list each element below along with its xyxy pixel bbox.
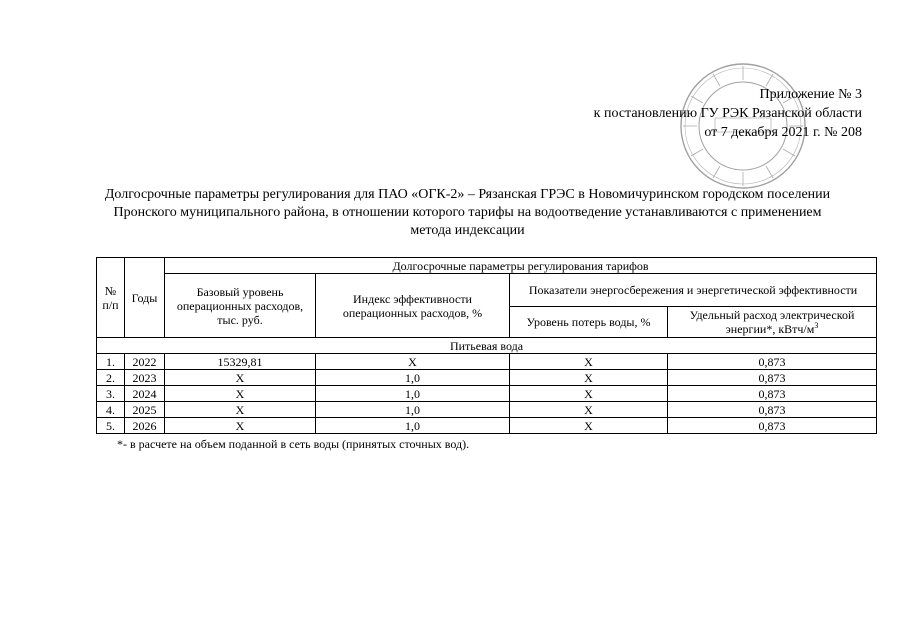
appendix-header xyxy=(594,85,862,142)
table-row xyxy=(97,354,877,370)
cell-loss: Х xyxy=(510,402,668,418)
cell-base: Х xyxy=(165,402,316,418)
cell-base: 15329,81 xyxy=(165,354,316,370)
header-group-energy: Показатели энергосбережения и энергетической эффективности xyxy=(510,274,877,307)
table-row xyxy=(97,370,877,386)
cell-year: 2024 xyxy=(125,386,165,402)
cell-base: Х xyxy=(165,386,316,402)
cell-number: 3. xyxy=(97,386,125,402)
table-row xyxy=(97,386,877,402)
appendix-resolution-ref: к постановлению ГУ РЭК Рязанской области xyxy=(593,106,862,121)
footnote: *- в расчете на объем поданной в сеть воды (принятых сточных вод). xyxy=(117,437,470,451)
table-row xyxy=(97,418,877,434)
cell-energy: 0,873 xyxy=(668,418,877,434)
cell-year: 2026 xyxy=(125,418,165,434)
appendix-number: Приложение № 3 xyxy=(759,87,862,102)
cell-number: 4. xyxy=(97,402,125,418)
cell-index: 1,0 xyxy=(316,418,510,434)
cell-energy: 0,873 xyxy=(668,386,877,402)
document-title: Долгосрочные параметры регулирования для ПАО «ОГК-2» – Рязанская ГРЭС в Новомичуринском городском поселении Пронского муниципального района, в отношении которого тарифы на водоотведение устанавливаются с применением метода индексации xyxy=(104,187,831,238)
cell-number: 5. xyxy=(97,418,125,434)
header-efficiency-index: Индекс эффективности операционных расходов, % xyxy=(316,274,510,338)
header-energy-unit-sup: 3 xyxy=(814,321,819,330)
section-row xyxy=(97,338,877,354)
cell-loss: Х xyxy=(510,354,668,370)
table-row xyxy=(97,402,877,418)
cell-index: Х xyxy=(316,354,510,370)
cell-number: 2. xyxy=(97,370,125,386)
cell-energy: 0,873 xyxy=(668,354,877,370)
cell-year: 2023 xyxy=(125,370,165,386)
header-number: № п/п xyxy=(97,258,125,338)
table-header-row xyxy=(97,258,877,274)
cell-index: 1,0 xyxy=(316,370,510,386)
cell-index: 1,0 xyxy=(316,402,510,418)
header-base-expenses: Базовый уровень операционных расходов, тыс. руб. xyxy=(165,274,316,338)
appendix-date: от 7 декабря 2021 г. № 208 xyxy=(704,125,862,140)
cell-loss: Х xyxy=(510,386,668,402)
cell-year: 2022 xyxy=(125,354,165,370)
cell-base: Х xyxy=(165,370,316,386)
header-energy-consumption xyxy=(668,307,877,338)
cell-number: 1. xyxy=(97,354,125,370)
cell-energy: 0,873 xyxy=(668,402,877,418)
cell-year: 2025 xyxy=(125,402,165,418)
cell-base: Х xyxy=(165,418,316,434)
header-energy-label: Удельный расход электрической энергии*, кВтч/м xyxy=(689,308,855,336)
header-year: Годы xyxy=(125,258,165,338)
cell-index: 1,0 xyxy=(316,386,510,402)
cell-loss: Х xyxy=(510,418,668,434)
table-header-row xyxy=(97,274,877,307)
header-group-params: Долгосрочные параметры регулирования тарифов xyxy=(165,258,877,274)
regulation-parameters-table xyxy=(96,257,877,434)
cell-loss: Х xyxy=(510,370,668,386)
section-drinking-water: Питьевая вода xyxy=(97,338,877,354)
cell-energy: 0,873 xyxy=(668,370,877,386)
header-water-loss: Уровень потерь воды, % xyxy=(510,307,668,338)
